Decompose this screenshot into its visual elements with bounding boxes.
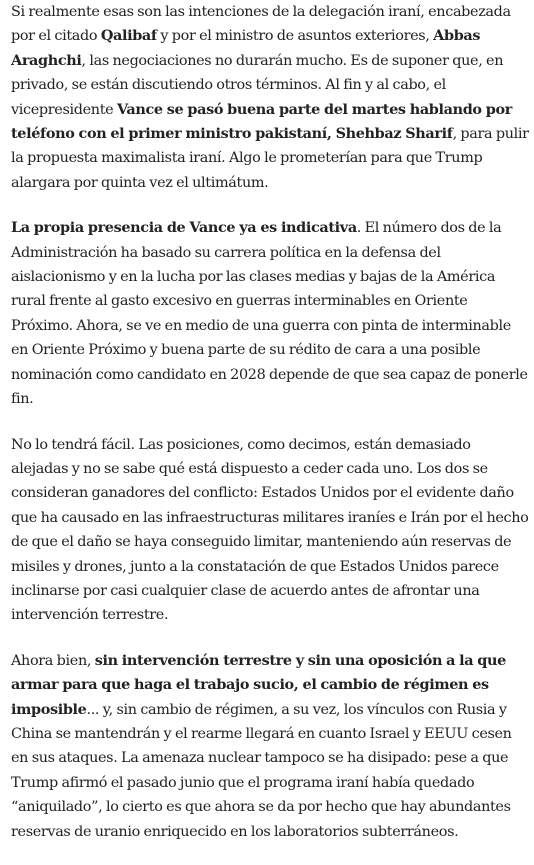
bold-text: sin intervención terrestre y sin una oposición a la que armar para que haga el trabajo sucio, el cambio de régimen es imposible (11, 651, 506, 718)
text-segment: , las negociaciones no durarán mucho. Es de suponer que, en privado, se están discutiendo otros términos. Al fin y al cabo, el vicepresidente (11, 52, 504, 118)
text-segment: . El número dos de la Administración ha basado su carrera política en la defensa del aislacionismo y en la lucha por las clases medias y bajas de la América rural frente al gasto excesivo en guerras interminables en Oriente Próximo. Ahora, se ve en medio de una guerra con pinta de interminable en Oriente Próximo y buena parte de su rédito de cara a una posible nominación como candidato en 2028 depende de que sea capaz de ponerle fin. (11, 220, 528, 408)
text-segment: , para pulir la propuesta maximalista iraní. Algo le prometerían para que Trump alargara por quinta vez el ultimátum. (11, 126, 529, 191)
bold-text: La propia presencia de Vance ya es indicativa (11, 219, 357, 237)
article-body (11, 0, 529, 865)
paragraph-3 (11, 433, 529, 628)
bold-text: Abbas Araghchi (11, 27, 481, 69)
bold-text: Qalibaf (100, 27, 157, 45)
text-segment: No lo tendrá fácil. Las posiciones, como decimos, están demasiado alejadas y no se sabe qué está dispuesto a ceder cada uno. Los dos se consideran ganadores del conflicto: Estados Unidos por el evidente daño que ha causado en las infraestructuras militares iraníes e Irán por el hecho de que el daño se haya conseguido limitar, manteniendo aún reservas de misiles y drones, junto a la constatación de que Estados Unidos parece inclinarse por casi cualquier clase de acuerdo antes de afrontar una intervención terrestre. (11, 436, 529, 624)
paragraph-1 (11, 0, 529, 195)
text-segment: y por el ministro de asuntos exteriores, (156, 28, 434, 45)
text-segment: ... y, sin cambio de régimen, a su vez, los vínculos con Rusia y China se mantendrán y el rearme llegará en cuanto Israel y EEUU cesen en sus ataques. La amenaza nuclear tampoco se ha disipado: pese a que Trump afirmó el pasado junio que el programa iraní había quedado “aniquilado”, lo cierto es que ahora se da por hecho que hay abundantes reservas de uranio enriquecido en los laboratorios subterráneos. (11, 701, 512, 840)
paragraph-2 (11, 216, 529, 411)
text-segment: Ahora bien, (11, 652, 95, 669)
paragraph-4 (11, 649, 529, 844)
bold-text: Vance se pasó buena parte del martes hablando por teléfono con el primer ministro pakistaní, Shehbaz Sharif (11, 100, 512, 143)
text-segment: Si realmente esas son las intenciones de la delegación iraní, encabezada por el citado (11, 4, 511, 45)
